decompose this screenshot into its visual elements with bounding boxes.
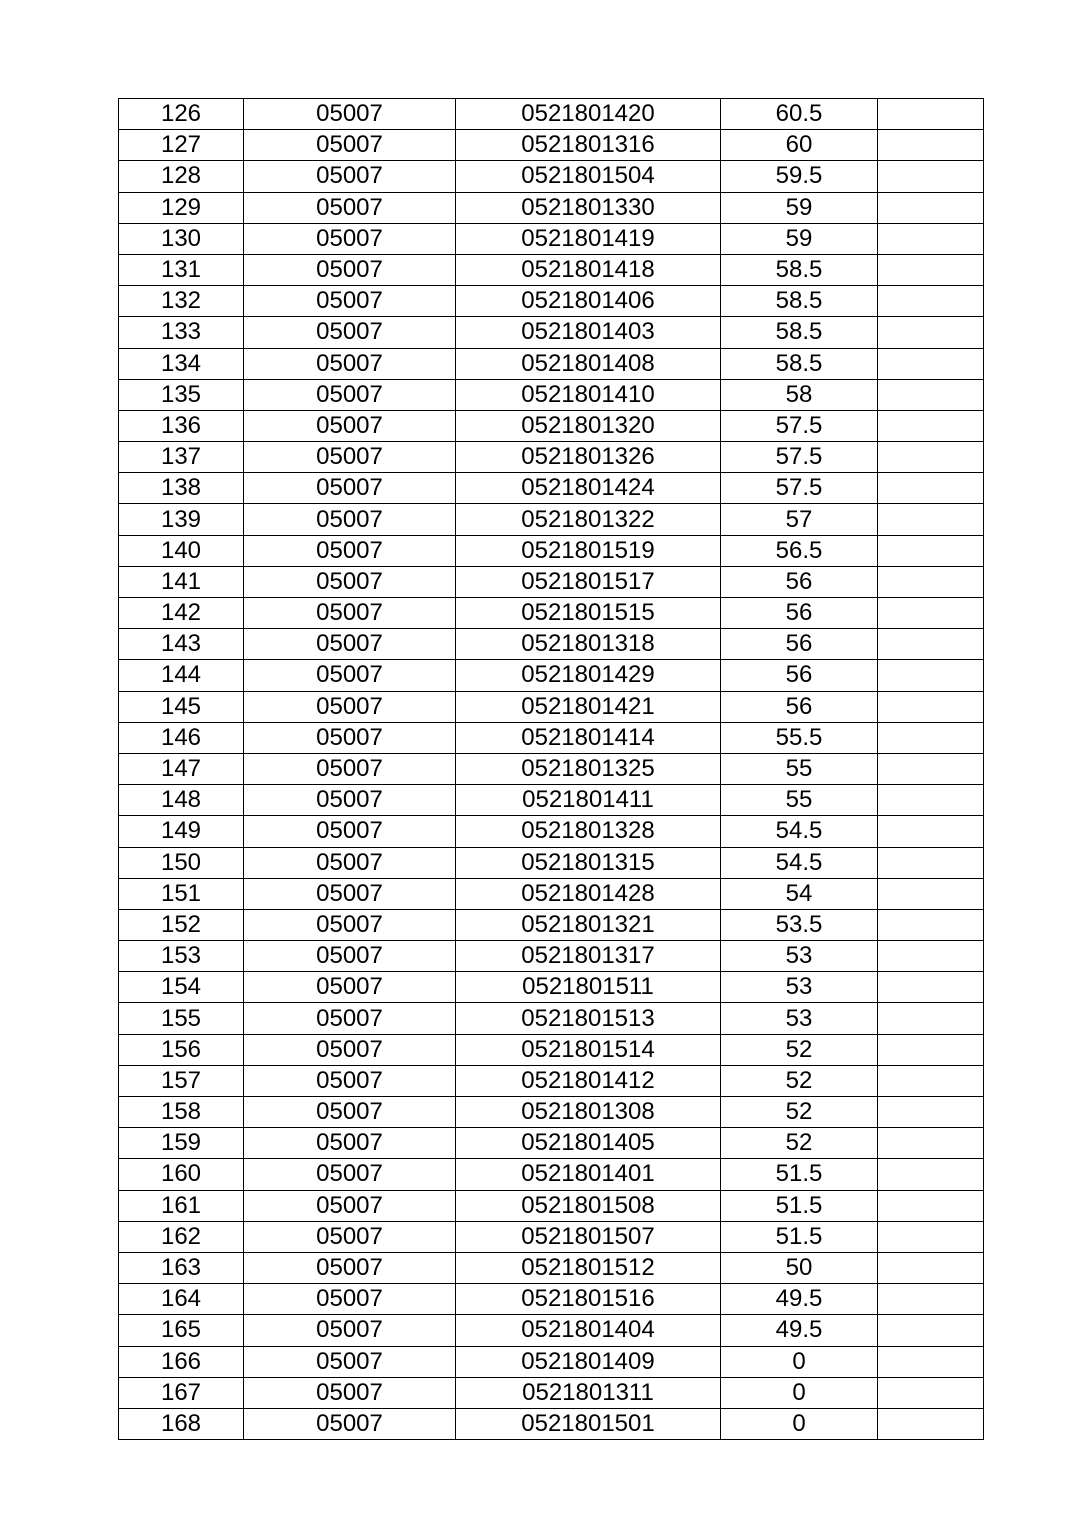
cell-exam-id: 0521801401 <box>456 1159 721 1190</box>
cell-position-code: 05007 <box>244 847 456 878</box>
cell-score: 52 <box>721 1034 878 1065</box>
cell-position-code: 05007 <box>244 972 456 1003</box>
cell-position-code: 05007 <box>244 223 456 254</box>
cell-exam-id: 0521801514 <box>456 1034 721 1065</box>
cell-exam-id: 0521801429 <box>456 660 721 691</box>
cell-score: 56 <box>721 598 878 629</box>
table-row <box>119 753 984 784</box>
table-row <box>119 410 984 441</box>
cell-score: 54.5 <box>721 816 878 847</box>
cell-exam-id: 0521801419 <box>456 223 721 254</box>
table-row <box>119 878 984 909</box>
cell-exam-id: 0521801418 <box>456 254 721 285</box>
cell-sequence-number: 151 <box>119 878 244 909</box>
cell-sequence-number: 140 <box>119 535 244 566</box>
cell-score: 0 <box>721 1346 878 1377</box>
cell-sequence-number: 133 <box>119 317 244 348</box>
cell-position-code: 05007 <box>244 878 456 909</box>
cell-remark <box>878 1003 984 1034</box>
table-row <box>119 1221 984 1252</box>
cell-sequence-number: 167 <box>119 1377 244 1408</box>
table-row <box>119 317 984 348</box>
cell-score: 0 <box>721 1377 878 1408</box>
cell-exam-id: 0521801325 <box>456 753 721 784</box>
score-table <box>118 98 984 1440</box>
cell-score: 53.5 <box>721 909 878 940</box>
cell-exam-id: 0521801516 <box>456 1284 721 1315</box>
table-row <box>119 535 984 566</box>
cell-remark <box>878 1128 984 1159</box>
cell-exam-id: 0521801322 <box>456 504 721 535</box>
cell-position-code: 05007 <box>244 598 456 629</box>
table-row <box>119 785 984 816</box>
cell-position-code: 05007 <box>244 691 456 722</box>
cell-score: 54.5 <box>721 847 878 878</box>
cell-sequence-number: 149 <box>119 816 244 847</box>
cell-score: 58.5 <box>721 254 878 285</box>
table-row <box>119 1252 984 1283</box>
cell-position-code: 05007 <box>244 348 456 379</box>
cell-score: 51.5 <box>721 1159 878 1190</box>
cell-remark <box>878 504 984 535</box>
table-row <box>119 722 984 753</box>
cell-position-code: 05007 <box>244 1315 456 1346</box>
cell-position-code: 05007 <box>244 254 456 285</box>
cell-remark <box>878 473 984 504</box>
cell-sequence-number: 136 <box>119 410 244 441</box>
table-row <box>119 909 984 940</box>
cell-score: 50 <box>721 1252 878 1283</box>
cell-remark <box>878 972 984 1003</box>
cell-position-code: 05007 <box>244 566 456 597</box>
cell-remark <box>878 1252 984 1283</box>
cell-exam-id: 0521801428 <box>456 878 721 909</box>
cell-score: 49.5 <box>721 1284 878 1315</box>
cell-position-code: 05007 <box>244 1097 456 1128</box>
cell-exam-id: 0521801421 <box>456 691 721 722</box>
table-row <box>119 161 984 192</box>
table-row <box>119 1190 984 1221</box>
cell-exam-id: 0521801321 <box>456 909 721 940</box>
table-row <box>119 1346 984 1377</box>
table-row <box>119 1003 984 1034</box>
cell-sequence-number: 162 <box>119 1221 244 1252</box>
table-row <box>119 473 984 504</box>
cell-score: 49.5 <box>721 1315 878 1346</box>
cell-exam-id: 0521801513 <box>456 1003 721 1034</box>
cell-score: 58.5 <box>721 317 878 348</box>
cell-score: 53 <box>721 1003 878 1034</box>
cell-score: 56 <box>721 566 878 597</box>
cell-score: 0 <box>721 1408 878 1439</box>
cell-remark <box>878 909 984 940</box>
cell-remark <box>878 660 984 691</box>
cell-score: 56 <box>721 691 878 722</box>
cell-remark <box>878 753 984 784</box>
cell-score: 57.5 <box>721 410 878 441</box>
cell-remark <box>878 1065 984 1096</box>
cell-remark <box>878 816 984 847</box>
cell-position-code: 05007 <box>244 379 456 410</box>
cell-exam-id: 0521801404 <box>456 1315 721 1346</box>
cell-exam-id: 0521801316 <box>456 130 721 161</box>
cell-exam-id: 0521801508 <box>456 1190 721 1221</box>
cell-sequence-number: 157 <box>119 1065 244 1096</box>
cell-score: 51.5 <box>721 1190 878 1221</box>
cell-sequence-number: 144 <box>119 660 244 691</box>
table-row <box>119 1408 984 1439</box>
cell-remark <box>878 1097 984 1128</box>
table-row <box>119 1097 984 1128</box>
cell-remark <box>878 442 984 473</box>
cell-remark <box>878 878 984 909</box>
cell-remark <box>878 1346 984 1377</box>
cell-score: 57 <box>721 504 878 535</box>
cell-sequence-number: 166 <box>119 1346 244 1377</box>
cell-position-code: 05007 <box>244 286 456 317</box>
cell-sequence-number: 127 <box>119 130 244 161</box>
cell-sequence-number: 153 <box>119 941 244 972</box>
cell-score: 59 <box>721 192 878 223</box>
table-row <box>119 442 984 473</box>
cell-score: 56 <box>721 629 878 660</box>
table-row <box>119 1159 984 1190</box>
cell-score: 56.5 <box>721 535 878 566</box>
cell-position-code: 05007 <box>244 909 456 940</box>
cell-sequence-number: 145 <box>119 691 244 722</box>
cell-exam-id: 0521801406 <box>456 286 721 317</box>
cell-remark <box>878 847 984 878</box>
cell-sequence-number: 134 <box>119 348 244 379</box>
table-row <box>119 130 984 161</box>
cell-position-code: 05007 <box>244 785 456 816</box>
cell-remark <box>878 99 984 130</box>
cell-sequence-number: 156 <box>119 1034 244 1065</box>
cell-remark <box>878 566 984 597</box>
cell-remark <box>878 348 984 379</box>
cell-score: 56 <box>721 660 878 691</box>
cell-sequence-number: 129 <box>119 192 244 223</box>
cell-remark <box>878 1377 984 1408</box>
cell-exam-id: 0521801328 <box>456 816 721 847</box>
cell-exam-id: 0521801320 <box>456 410 721 441</box>
cell-position-code: 05007 <box>244 629 456 660</box>
cell-remark <box>878 1190 984 1221</box>
cell-score: 57.5 <box>721 442 878 473</box>
cell-sequence-number: 165 <box>119 1315 244 1346</box>
cell-remark <box>878 1159 984 1190</box>
cell-position-code: 05007 <box>244 473 456 504</box>
cell-exam-id: 0521801326 <box>456 442 721 473</box>
cell-sequence-number: 147 <box>119 753 244 784</box>
cell-score: 55 <box>721 785 878 816</box>
cell-sequence-number: 126 <box>119 99 244 130</box>
cell-position-code: 05007 <box>244 1034 456 1065</box>
cell-score: 53 <box>721 972 878 1003</box>
score-table-body <box>119 99 984 1440</box>
cell-sequence-number: 158 <box>119 1097 244 1128</box>
cell-position-code: 05007 <box>244 660 456 691</box>
cell-position-code: 05007 <box>244 192 456 223</box>
cell-sequence-number: 135 <box>119 379 244 410</box>
cell-sequence-number: 161 <box>119 1190 244 1221</box>
cell-sequence-number: 152 <box>119 909 244 940</box>
cell-remark <box>878 1221 984 1252</box>
cell-score: 60.5 <box>721 99 878 130</box>
table-row <box>119 1065 984 1096</box>
cell-exam-id: 0521801410 <box>456 379 721 410</box>
cell-position-code: 05007 <box>244 410 456 441</box>
cell-remark <box>878 223 984 254</box>
cell-remark <box>878 1284 984 1315</box>
cell-remark <box>878 629 984 660</box>
cell-score: 51.5 <box>721 1221 878 1252</box>
table-row <box>119 504 984 535</box>
cell-score: 52 <box>721 1128 878 1159</box>
table-row <box>119 566 984 597</box>
cell-remark <box>878 286 984 317</box>
cell-sequence-number: 150 <box>119 847 244 878</box>
cell-exam-id: 0521801519 <box>456 535 721 566</box>
table-row <box>119 847 984 878</box>
cell-score: 58.5 <box>721 348 878 379</box>
cell-exam-id: 0521801411 <box>456 785 721 816</box>
cell-sequence-number: 130 <box>119 223 244 254</box>
cell-sequence-number: 148 <box>119 785 244 816</box>
cell-position-code: 05007 <box>244 1065 456 1096</box>
cell-position-code: 05007 <box>244 1408 456 1439</box>
cell-position-code: 05007 <box>244 1221 456 1252</box>
cell-position-code: 05007 <box>244 722 456 753</box>
table-row <box>119 972 984 1003</box>
cell-sequence-number: 142 <box>119 598 244 629</box>
cell-remark <box>878 722 984 753</box>
cell-position-code: 05007 <box>244 1252 456 1283</box>
cell-exam-id: 0521801512 <box>456 1252 721 1283</box>
table-row <box>119 379 984 410</box>
cell-score: 52 <box>721 1065 878 1096</box>
cell-position-code: 05007 <box>244 1190 456 1221</box>
cell-score: 59.5 <box>721 161 878 192</box>
table-row <box>119 254 984 285</box>
cell-sequence-number: 146 <box>119 722 244 753</box>
cell-position-code: 05007 <box>244 1159 456 1190</box>
cell-position-code: 05007 <box>244 753 456 784</box>
cell-remark <box>878 1315 984 1346</box>
cell-position-code: 05007 <box>244 816 456 847</box>
cell-sequence-number: 159 <box>119 1128 244 1159</box>
cell-score: 58.5 <box>721 286 878 317</box>
table-row <box>119 660 984 691</box>
cell-exam-id: 0521801409 <box>456 1346 721 1377</box>
table-row <box>119 286 984 317</box>
cell-position-code: 05007 <box>244 1128 456 1159</box>
cell-remark <box>878 410 984 441</box>
cell-position-code: 05007 <box>244 130 456 161</box>
cell-position-code: 05007 <box>244 1284 456 1315</box>
cell-score: 55.5 <box>721 722 878 753</box>
cell-exam-id: 0521801504 <box>456 161 721 192</box>
cell-position-code: 05007 <box>244 1346 456 1377</box>
cell-sequence-number: 155 <box>119 1003 244 1034</box>
table-row <box>119 598 984 629</box>
cell-score: 55 <box>721 753 878 784</box>
cell-score: 58 <box>721 379 878 410</box>
cell-sequence-number: 128 <box>119 161 244 192</box>
cell-sequence-number: 160 <box>119 1159 244 1190</box>
cell-sequence-number: 164 <box>119 1284 244 1315</box>
cell-sequence-number: 132 <box>119 286 244 317</box>
cell-exam-id: 0521801424 <box>456 473 721 504</box>
table-row <box>119 629 984 660</box>
cell-position-code: 05007 <box>244 941 456 972</box>
cell-position-code: 05007 <box>244 1003 456 1034</box>
cell-remark <box>878 192 984 223</box>
table-row <box>119 1128 984 1159</box>
cell-score: 59 <box>721 223 878 254</box>
cell-score: 54 <box>721 878 878 909</box>
cell-sequence-number: 143 <box>119 629 244 660</box>
cell-sequence-number: 139 <box>119 504 244 535</box>
table-row <box>119 1377 984 1408</box>
table-row <box>119 941 984 972</box>
cell-exam-id: 0521801420 <box>456 99 721 130</box>
cell-exam-id: 0521801408 <box>456 348 721 379</box>
cell-exam-id: 0521801318 <box>456 629 721 660</box>
cell-exam-id: 0521801403 <box>456 317 721 348</box>
cell-remark <box>878 1034 984 1065</box>
table-row <box>119 223 984 254</box>
cell-score: 57.5 <box>721 473 878 504</box>
cell-exam-id: 0521801517 <box>456 566 721 597</box>
cell-score: 60 <box>721 130 878 161</box>
table-row <box>119 1034 984 1065</box>
cell-position-code: 05007 <box>244 317 456 348</box>
cell-remark <box>878 941 984 972</box>
cell-score: 53 <box>721 941 878 972</box>
cell-exam-id: 0521801511 <box>456 972 721 1003</box>
cell-score: 52 <box>721 1097 878 1128</box>
table-row <box>119 1315 984 1346</box>
cell-remark <box>878 1408 984 1439</box>
cell-exam-id: 0521801507 <box>456 1221 721 1252</box>
table-row <box>119 192 984 223</box>
cell-remark <box>878 130 984 161</box>
cell-exam-id: 0521801405 <box>456 1128 721 1159</box>
cell-exam-id: 0521801515 <box>456 598 721 629</box>
cell-exam-id: 0521801414 <box>456 722 721 753</box>
cell-exam-id: 0521801317 <box>456 941 721 972</box>
table-row <box>119 1284 984 1315</box>
cell-sequence-number: 131 <box>119 254 244 285</box>
table-row <box>119 816 984 847</box>
cell-exam-id: 0521801311 <box>456 1377 721 1408</box>
cell-sequence-number: 168 <box>119 1408 244 1439</box>
cell-remark <box>878 691 984 722</box>
cell-remark <box>878 785 984 816</box>
cell-sequence-number: 154 <box>119 972 244 1003</box>
cell-position-code: 05007 <box>244 161 456 192</box>
cell-exam-id: 0521801315 <box>456 847 721 878</box>
cell-sequence-number: 141 <box>119 566 244 597</box>
cell-position-code: 05007 <box>244 99 456 130</box>
cell-exam-id: 0521801501 <box>456 1408 721 1439</box>
cell-sequence-number: 137 <box>119 442 244 473</box>
cell-remark <box>878 535 984 566</box>
cell-position-code: 05007 <box>244 1377 456 1408</box>
cell-remark <box>878 254 984 285</box>
cell-exam-id: 0521801412 <box>456 1065 721 1096</box>
cell-position-code: 05007 <box>244 504 456 535</box>
cell-position-code: 05007 <box>244 535 456 566</box>
cell-remark <box>878 598 984 629</box>
cell-exam-id: 0521801308 <box>456 1097 721 1128</box>
table-row <box>119 348 984 379</box>
table-row <box>119 691 984 722</box>
cell-sequence-number: 163 <box>119 1252 244 1283</box>
table-row <box>119 99 984 130</box>
cell-position-code: 05007 <box>244 442 456 473</box>
cell-exam-id: 0521801330 <box>456 192 721 223</box>
cell-remark <box>878 161 984 192</box>
cell-remark <box>878 317 984 348</box>
cell-remark <box>878 379 984 410</box>
cell-sequence-number: 138 <box>119 473 244 504</box>
